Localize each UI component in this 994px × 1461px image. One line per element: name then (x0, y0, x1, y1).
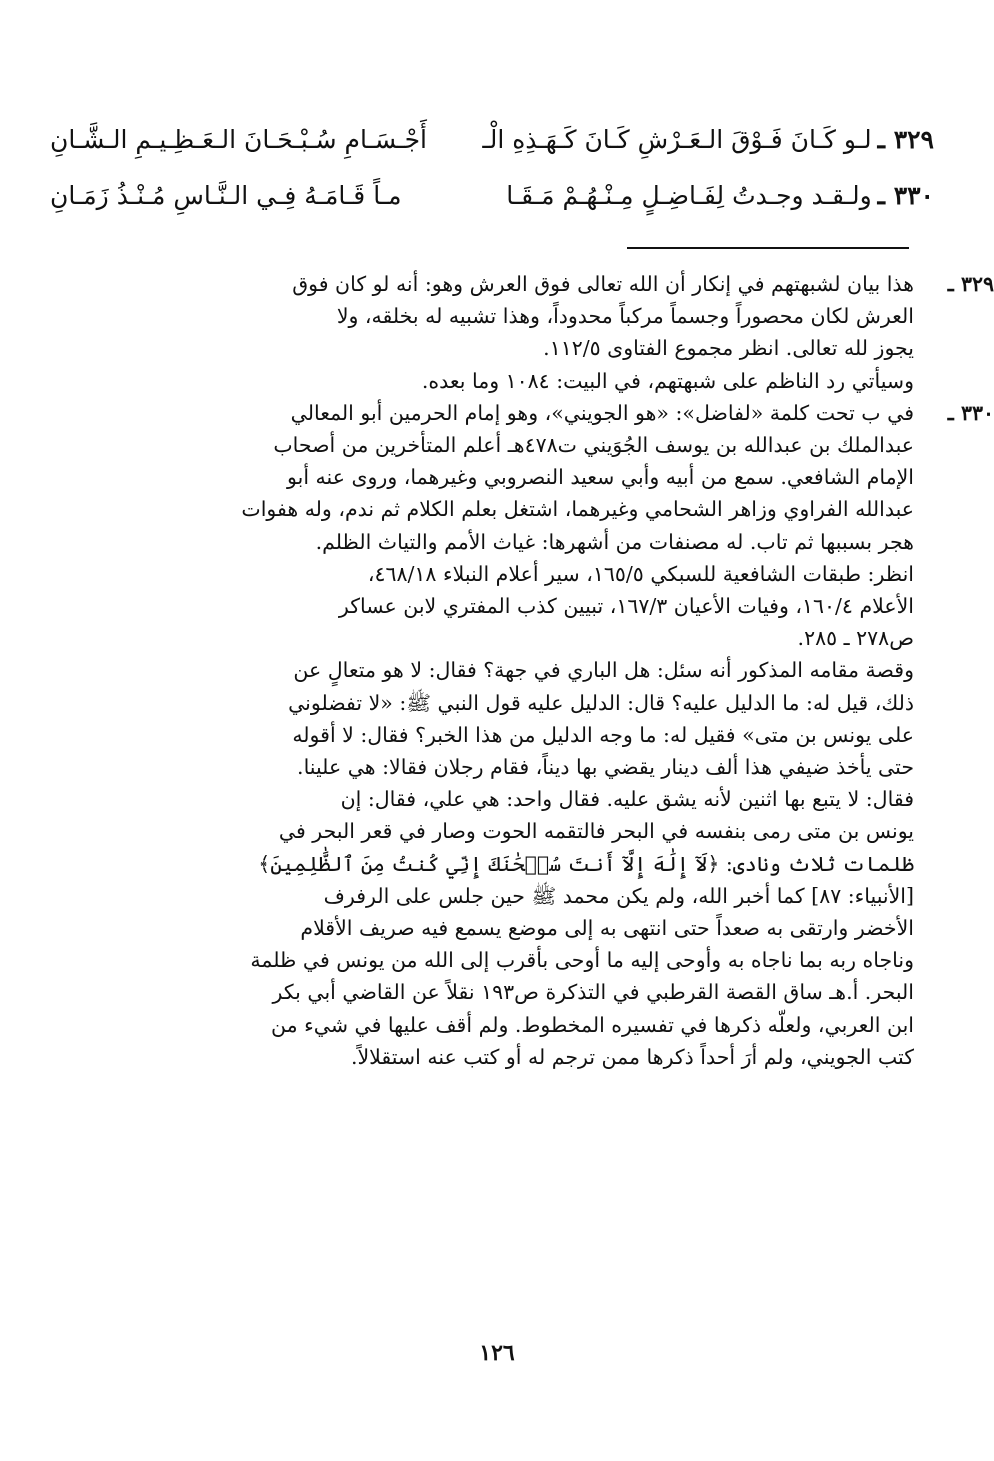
footnote-separator (627, 247, 909, 249)
footnote-line: هذا بيان لشبهتهم في إنكار أن الله تعالى فوق العرش وهو: أنه لو كان فوق (292, 272, 914, 296)
verse-330 (50, 168, 934, 224)
footnote-line: [الأنبياء: ٨٧] كما أخبر الله، ولم يكن محمد ﷺ حين جلس على الرفرف (323, 883, 914, 908)
footnote-line: وقصة مقامه المذكور أنه سئل: هل الباري في جهة؟ فقال: لا هو متعالٍ عن (293, 658, 914, 683)
footnote-line: فقال: لا يتبع بها اثنين لأنه يشق عليه. فقال واحد: هي علي، فقال: إن (340, 787, 914, 812)
footnote-line: الأعلام ١٦٠/٤، وفيات الأعيان ١٦٧/٣، تبيين كذب المفتري لابن عساكر (338, 594, 914, 619)
footnote-line: انظر: طبقات الشافعية للسبكي ١٦٥/٥، سير أعلام النبلاء ٤٦٨/١٨، (367, 561, 914, 586)
footnote-line: ظلمات ثلاث ونادى: ﴿لَآ إِلَٰهَ إِلَّآ أَنتَ سُبۡحَٰنَكَ إِنِّي كُنتُ مِنَ ٱلظَّٰلِمِينَ﴾ (258, 851, 914, 876)
footnote-line: عبدالله الفراوي وزاهر الشحامي وغيرهما، اشتغل بعلم الكلام ثم ندم، وله هفوات (241, 497, 914, 522)
verse-number: ٣٣٠ ـ (877, 181, 934, 210)
footnote-line: يجوز لله تعالى. انظر مجموع الفتاوى ١١٢/٥. (543, 336, 914, 361)
footnote-329 (74, 268, 994, 397)
footnote-line: يونس بن متى رمى بنفسه في البحر فالتقمه الحوت وصار في قعر البحر في (278, 819, 914, 844)
footnote-line: على يونس بن متى» فقيل له: ما وجه الدليل من هذا الخبر؟ فقال: لا أقوله (292, 722, 914, 747)
footnote-line: العرش لكان محصوراً وجسماً مركباً محدوداً، وهذا تشبيه له بخلقه، ولا (336, 304, 914, 329)
footnote-line: وناجاه ربه بما ناجاه به وأوحى إليه ما أوحى بأقرب إلى الله من يونس في ظلمة (250, 948, 914, 973)
footnotes (74, 268, 994, 1073)
footnote-line: في ب تحت كلمة «لفاضل»: «هو الجويني»، وهو إمام الحرمين أبو المعالي (290, 400, 914, 425)
verse-second-hemistich: مـاً قَـامَـهُ فِـي الـنَّـاسِ مُـنْـذُ زَمَـانِ (49, 181, 402, 210)
footnote-line: حتى يأخذ ضيفي هذا ألف دينار يقضي بها ديناً، فقام رجلان فقالا: هي علينا. (297, 755, 914, 780)
verses-block (50, 112, 934, 224)
footnote-line: هجر بسببها ثم تاب. له مصنفات من أشهرها: غياث الأمم والتياث الظلم. (315, 529, 914, 554)
footnote-number: ٣٣٠ ـ (947, 400, 994, 425)
footnote-line: كتب الجويني، ولم أرَ أحداً ذكرها ممن ترجم له أو كتب عنه استقلالاً. (350, 1044, 914, 1069)
footnote-line: وسيأتي رد الناظم على شبهتهم، في البيت: ١٠٨٤ وما بعده. (421, 368, 914, 393)
verse-second-hemistich: أَجْـسَـامِ سُـبْـحَـانَ الـعَـظِـيـمِ الـشَّـانِ (50, 125, 427, 154)
footnote-line: عبدالملك بن عبدالله بن يوسف الجُوَيني ت٤٧٨هـ أعلم المتأخرين من أصحاب (273, 433, 914, 458)
footnote-line: ذلك، قيل له: ما الدليل عليه؟ قال: الدليل عليه قول النبي ﷺ: «لا تفضلوني (288, 690, 914, 715)
footnote-line: ابن العربي، ولعلّه ذكرها في تفسيره المخطوط. ولم أقف عليها في شيء من (271, 1012, 914, 1037)
footnote-line: البحر. أ.هـ ساق القصة القرطبي في التذكرة ص١٩٣ نقلاً عن القاضي أبي بكر (272, 980, 914, 1005)
footnote-line: الإمام الشافعي. سمع من أبيه وأبي سعيد النصروبي وغيرهما، وروى عنه أبو (287, 465, 914, 490)
verse-first-hemistich: ولـقـد وجـدتُ لِفَـاضِـلٍ مِـنْـهُـمْ مَـقَـا (506, 181, 872, 210)
footnote-line: الأخضر وارتقى به صعداً حتى انتهى به إلى موضع يسمع فيه صريف الأقلام (300, 916, 914, 941)
verse-329 (50, 112, 934, 168)
footnote-330 (74, 397, 994, 1073)
verse-number: ٣٢٩ ـ (877, 125, 934, 154)
page-number: ١٢٦ (479, 1340, 515, 1366)
footnote-line: ص٢٧٨ ـ ٢٨٥. (797, 626, 914, 651)
footnote-number: ٣٢٩ ـ (947, 272, 994, 296)
verse-first-hemistich: لـو كَـانَ فَـوْقَ الـعَـرْشِ كَـانَ كَـهَـذِهِ الْـ (482, 125, 872, 154)
